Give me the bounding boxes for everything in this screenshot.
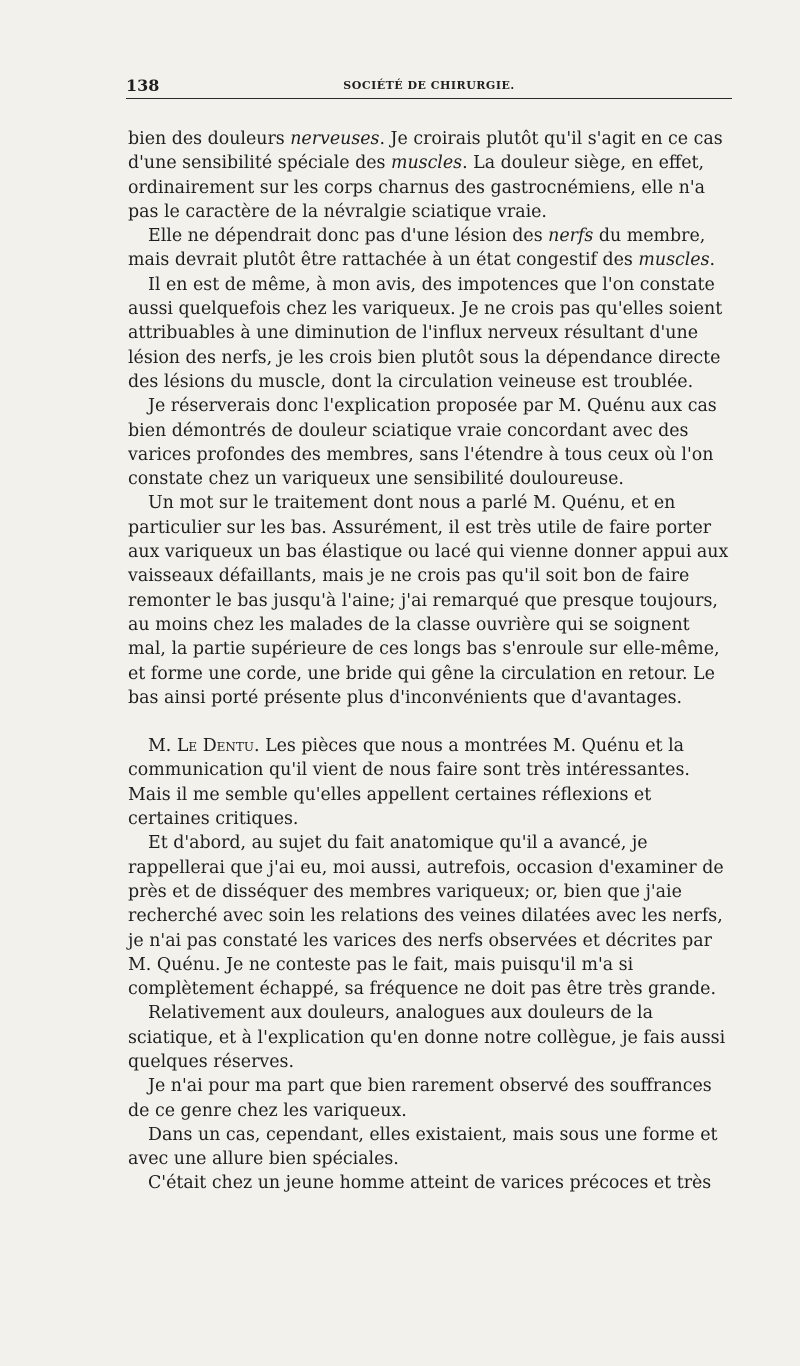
paragraph-10: Dans un cas, cependant, elles existaient, mais sous une forme et avec une allure bien spéciales. [128, 1124, 718, 1170]
paragraph-4: Je réserverais donc l'explication proposée par M. Quénu aux cas bien démontrés de douleur sciatique vraie concordant avec des varices profondes des membres, sans l'étendre à tous ceux où l'on constate chez un variqueux une sensibilité douloureuse. [128, 396, 717, 490]
paragraph-9: Je n'ai pour ma part que bien rarement observé des souffrances de ce genre chez les variqueux. [128, 1076, 712, 1121]
speaker-name: Le Dentu [176, 736, 255, 757]
page-number: 138 [126, 76, 160, 95]
paragraph-1: bien des douleurs nerveuses. Je croirais plutôt qu'il s'agit en ce cas d'une sensibilité spéciale des muscles. La douleur siège, en effet, ordinairement sur les corps charnus des gastrocnémiens, elle n'a pas le caractère de la névralgie sciatique vraie. [128, 129, 723, 222]
emphasis: nerveuses [290, 129, 380, 149]
paragraph-11: C'était chez un jeune homme atteint de varices précoces et très [148, 1173, 712, 1194]
emphasis: nerfs [548, 226, 594, 247]
paragraph-2: Elle ne dépendrait donc pas d'une lésion des nerfs du membre, mais devrait plutôt être rattachée à un état congestif des muscles. [128, 226, 716, 271]
emphasis: muscles [638, 250, 710, 271]
paragraph-6: M. Le Dentu. Les pièces que nous a montrées M. Quénu et la communication qu'il vient de nous faire sont très intéressantes. Mais il me semble qu'elles appellent certaines réflexions et certaines critiques. [128, 736, 690, 830]
paragraph-8: Relativement aux douleurs, analogues aux douleurs de la sciatique, et à l'explication qu'en donne notre collègue, je fais aussi quelques réserves. [128, 1003, 726, 1072]
paragraph-7: Et d'abord, au sujet du fait anatomique qu'il a avancé, je rappellerai que j'ai eu, moi aussi, autrefois, occasion d'examiner de près et de disséquer des membres variqueux; or, bien que j'aie recherché avec soin les relations des veines dilatées avec les nerfs, je n'ai pas constaté les varices des nerfs observées et décrites par M. Quénu. Je ne conteste pas le fait, mais puisqu'il m'a si complètement échappé, sa fréquence ne doit pas être très grande. [128, 833, 724, 1000]
paragraph-3: Il en est de même, à mon avis, des impotences que l'on constate aussi quelquefois chez les variqueux. Je ne crois pas qu'elles soient attribuables à une diminution de l'influx nerveux résultant d'une lésion des nerfs, je les crois bien plutôt sous la dépendance directe des lésions du muscle, dont la circulation veineuse est troublée. [128, 274, 723, 392]
page-header [126, 76, 732, 99]
running-title: SOCIÉTÉ DE CHIRURGIE. [343, 79, 515, 92]
paragraph-5: Un mot sur le traitement dont nous a parlé M. Quénu, et en particulier sur les bas. Assurément, il est très utile de faire porter aux variqueux un bas élastique ou lacé qui vienne donner appui aux vaisseaux défaillants, mais je ne crois pas qu'il soit bon de faire remonter le bas jusqu'à l'aine; j'ai remarqué que presque toujours, au moins chez les malades de la classe ouvrière qui se soignent mal, la partie supérieure de ces longs bas s'enroule sur elle-même, et forme une corde, une bride qui gêne la circulation en retour. Le bas ainsi porté présente plus d'inconvénients que d'avantages. [128, 493, 729, 708]
page-body [128, 127, 732, 1196]
emphasis: muscles [390, 153, 463, 174]
